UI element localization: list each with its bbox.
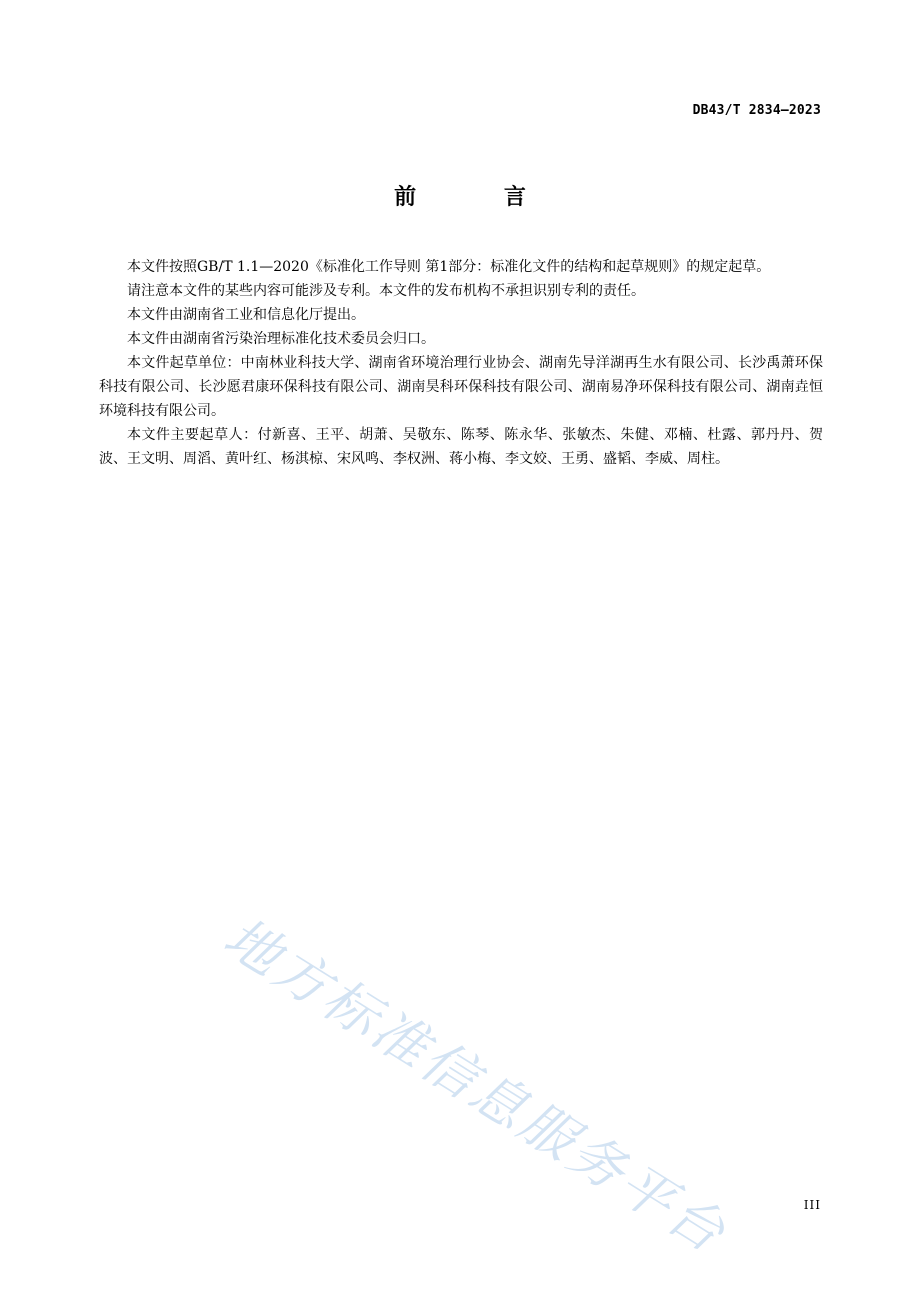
- page-number: III: [803, 1198, 821, 1212]
- page-title: 前 言: [394, 185, 566, 210]
- paragraph-drafting-rules: 本文件按照GB/T 1.1—2020《标准化工作导则 第1部分：标准化文件的结构和起草规则》的规定起草。: [127, 259, 771, 275]
- foreword-body: [99, 255, 823, 471]
- watermark: 地方标准信息服务平台: [213, 905, 739, 1266]
- paragraph-drafting-units: 本文件起草单位：中南林业科技大学、湖南省环境治理行业协会、湖南先导洋湖再生水有限公司、长沙禹萧环保科技有限公司、长沙愿君康环保科技有限公司、湖南昊科环保科技有限公司、湖南易净环保科技有限公司、湖南垚恒环境科技有限公司。: [99, 355, 823, 419]
- document-code: DB43/T 2834—2023: [692, 103, 821, 118]
- paragraph-committee: 本文件由湖南省污染治理标准化技术委员会归口。: [127, 331, 435, 347]
- paragraph-patent-notice: 请注意本文件的某些内容可能涉及专利。本文件的发布机构不承担识别专利的责任。: [127, 283, 645, 299]
- paragraph-proposer: 本文件由湖南省工业和信息化厅提出。: [127, 307, 365, 323]
- paragraph-drafters: 本文件主要起草人：付新喜、王平、胡萧、吴敬东、陈琴、陈永华、张敏杰、朱健、邓楠、杜露、郭丹丹、贺波、王文明、周滔、黄叶红、杨淇椋、宋风鸣、李权洲、蒋小梅、李文姣、王勇、盛韬、李威、周柱。: [99, 427, 823, 467]
